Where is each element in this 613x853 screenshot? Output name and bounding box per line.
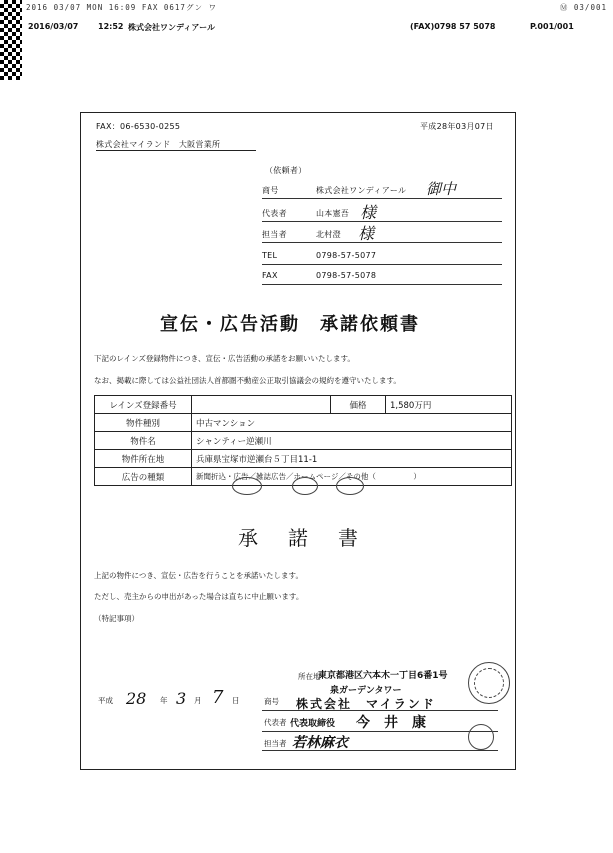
requester-value: 0798-57-5078 bbox=[316, 271, 377, 280]
date-day-unit: 日 bbox=[232, 696, 240, 705]
name-label: 物件名 bbox=[95, 432, 192, 450]
fax-to: FAX：06-6530-0255 bbox=[96, 122, 181, 131]
fax-marker bbox=[0, 0, 22, 80]
intro-line-1: 下記のレインズ登録物件につき、宣伝・広告活動の承諾をお願いいたします。 bbox=[94, 354, 355, 363]
date-month-unit: 月 bbox=[194, 696, 202, 705]
reins-label: レインズ登録番号 bbox=[95, 396, 192, 414]
row-line bbox=[262, 242, 502, 243]
fax-date: 2016/03/07 bbox=[28, 22, 79, 31]
staff-label: 担当者 bbox=[264, 739, 287, 748]
requester-value: 山本憲吾 bbox=[316, 209, 350, 218]
media-label: 広告の種類 bbox=[95, 468, 192, 486]
name-value: シャンティー逆瀬川 bbox=[192, 432, 512, 450]
fax-page: P.001/001 bbox=[530, 22, 574, 31]
fax-number: (FAX)0798 57 5078 bbox=[410, 22, 496, 31]
row-line bbox=[262, 284, 502, 285]
document-date: 平成28年03月07日 bbox=[420, 122, 494, 131]
price-label: 価格 bbox=[331, 396, 386, 414]
special-notes: （特記事項） bbox=[94, 614, 139, 623]
date-era: 平成 bbox=[98, 696, 113, 705]
date-month: 3 bbox=[176, 689, 187, 708]
address-label: 所在地 bbox=[298, 672, 321, 681]
requester-value: 0798-57-5077 bbox=[316, 251, 377, 260]
price-value: 1,580万円 bbox=[386, 396, 512, 414]
row-line bbox=[262, 221, 502, 222]
company-seal-inner bbox=[474, 668, 504, 698]
requester-label: 商号 bbox=[262, 186, 279, 195]
consent-title: 承諾書 bbox=[238, 526, 388, 550]
table-row bbox=[95, 432, 512, 450]
stamp-building: 泉ガーデンタワー bbox=[330, 686, 402, 696]
rep-title: 代表取締役 bbox=[290, 719, 336, 729]
type-value: 中古マンション bbox=[192, 414, 512, 432]
type-label: 物件種別 bbox=[95, 414, 192, 432]
stamp-address: 東京都港区六本木一丁目6番1号 bbox=[318, 671, 448, 681]
handwritten-honorific: 御中 bbox=[426, 180, 457, 198]
staff-line bbox=[262, 750, 498, 751]
recipient: 株式会社マイランド 大阪営業所 bbox=[96, 140, 221, 149]
date-year: 28 bbox=[126, 689, 147, 708]
requester-label: 代表者 bbox=[262, 209, 287, 218]
address-label: 物件所在地 bbox=[95, 450, 192, 468]
requester-label: 担当者 bbox=[262, 230, 287, 239]
row-line bbox=[262, 198, 502, 199]
requester-label: FAX bbox=[262, 271, 278, 280]
reins-value bbox=[192, 396, 331, 414]
circle-mark bbox=[232, 477, 262, 495]
circle-mark bbox=[292, 477, 318, 495]
handwritten-honorific: 様 bbox=[358, 224, 375, 243]
table-row bbox=[95, 450, 512, 468]
date-day: 7 bbox=[212, 687, 224, 708]
date-year-unit: 年 bbox=[160, 696, 168, 705]
staff-name: 若林麻衣 bbox=[292, 735, 348, 751]
table-row bbox=[95, 414, 512, 432]
rep-name: 今 井 康 bbox=[356, 715, 426, 731]
fax-transmission-page: Ⓜ 03/001 bbox=[559, 3, 607, 12]
consent-line-2: ただし、売主からの申出があった場合は直ちに中止願います。 bbox=[94, 592, 304, 601]
company-label: 商号 bbox=[264, 697, 279, 706]
media-options: 新聞折込・広告／雑誌広告／ホームページ／その他（ ） bbox=[196, 472, 421, 481]
requester-value: 北村澄 bbox=[316, 230, 341, 239]
requester-heading: （依頼者） bbox=[265, 166, 307, 175]
fax-sender: 株式会社ワンディアール bbox=[128, 23, 215, 32]
rep-label: 代表者 bbox=[264, 718, 287, 727]
property-table bbox=[94, 395, 512, 486]
requester-value: 株式会社ワンディアール bbox=[316, 186, 407, 195]
fax-time: 12:52 bbox=[98, 22, 124, 31]
circle-mark bbox=[336, 477, 364, 495]
requester-label: TEL bbox=[262, 251, 278, 260]
company-name: 株式会社 マイランド bbox=[296, 697, 436, 711]
consent-line-1: 上記の物件につき、宣伝・広告を行うことを承諾いたします。 bbox=[94, 571, 303, 580]
recipient-underline bbox=[96, 150, 256, 151]
address-value: 兵庫県宝塚市逆瀬台５丁目11-1 bbox=[192, 450, 512, 468]
row-line bbox=[262, 264, 502, 265]
handwritten-honorific: 様 bbox=[360, 203, 377, 222]
fax-transmission-line: 2016 03/07 MON 16:09 FAX 0617グン ワ bbox=[26, 3, 217, 12]
document-title: 宣伝・広告活動 承諾依頼書 bbox=[160, 314, 420, 335]
staff-seal bbox=[468, 724, 494, 750]
table-row bbox=[95, 396, 512, 414]
company-line bbox=[262, 710, 498, 711]
intro-line-2: なお、掲載に際しては公益社団法人首都圏不動産公正取引協議会の規約を遵守いたします。 bbox=[94, 376, 401, 385]
